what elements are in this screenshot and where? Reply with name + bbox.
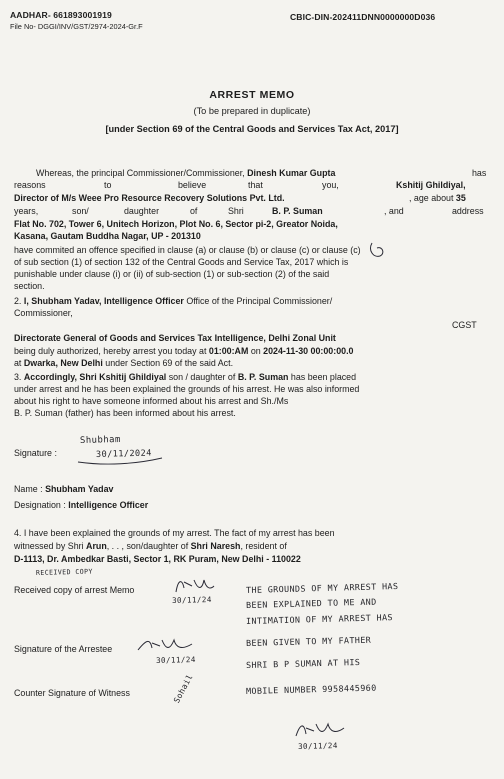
arrest-datetime: 2024-11-30 00:00:00.0	[263, 346, 354, 356]
accused-age: 35	[455, 193, 466, 203]
arrestee-signature	[136, 634, 196, 656]
memo-title: ARREST MEMO	[209, 89, 295, 101]
handnote-line5: SHRI B P SUMAN AT HIS	[245, 657, 361, 670]
received-copy-signature	[170, 574, 220, 598]
para1-line1: Whereas, the principal Commissioner/Commissioner, Dinesh Kumar Gupta	[36, 168, 336, 178]
accused-address-line1: Flat No. 702, Tower 6, Unitech Horizon, Plot No. 6, Sector pi-2, Greator Noida,	[14, 219, 338, 229]
handnote-line1: THE GROUNDS OF MY ARREST HAS	[245, 581, 399, 595]
arrest-place: Dwarka, New Delhi	[23, 358, 103, 368]
din-number: CBIC-DIN-202411DNN0000000D036	[290, 12, 436, 22]
officer-signature-date: 30/11/2024	[95, 448, 152, 460]
officer-signature: Shubham	[79, 434, 121, 446]
father-name: B. P. Suman	[272, 206, 323, 216]
officer-signature-stroke	[76, 440, 166, 470]
arrest-memo-page: AADHAR- 661893001919 File No- DGGI/INV/GST/2974-2024-Gr.F CBIC-DIN-202411DNN0000000D036 ARREST MEMO (To be prepared in duplicate) [under Section 69 of the Central Goods and Services Tax Act, 2017] Whereas, the principal Commissioner/Commissioner, Dinesh Kumar Gupta has reasons to believe that you, Kshitij Ghildiyal, Director of M/s Weee Pro Resource Recovery Solutions Pvt. Ltd. , age about 35 years, son/ daughter of Shri B. P. Suman , and address Flat No. 702, Tower 6, Unitech Horizon, Plot No. 6, Sector pi-2, Greator Noida, Kasana, Gautam Buddha Nagar, UP - 201310 have commited an offence specified in clause (a) or clause (b) or clause (c) or clause (c) of sub section (1) of section 132 of the Central Goods and Service Tax, 2017 which is punishable under clause (i) or (ii) of sub-section (1) or sub-section (2) of the said section. 2. I, Shubham Yadav, Intelligence Officer Office of the Principal Commissioner/ Commissioner, CGST Directorate General of Goods and Services Tax Intelligence, Delhi Zonal Unit being duly authorized, hereby arrest you today at 01:00:AM on 2024-11-30 00:00:00.0 at Dwarka, New Delhi under Section 69 of the said Act. 3. Accordingly, Shri Kshitij Ghildiyal son / daughter of B. P. Suman has been placed under arrest and he has been explained the grounds of his arrest. He was also informed about his right to have someone informed about his arrest and Sh./Ms B. P. Suman (father) has been informed about his arrest. Signature : Shubham 30/11/2024 Name : Shubham Yadav Designation : Intelligence Officer 4. I have been explained the grounds of my arrest. The fact of my arrest has been witnessed by Shri Arun, . . , son/daughter of Shri Naresh, resident of D-1113, Dr. Ambedkar Basti, Sector 1, RK Puram, New Delhi - 110022 RECEIVED COPY Received copy of arrest Memo 30/11/24 Signature of the Arrestee 30/11/24 Counter Signature of Witness Sohail THE GROUNDS OF MY ARREST HAS BEEN EXPLAINED TO ME AND INTIMATION OF MY ARREST HAS BEEN GIVEN TO MY FATHER SHRI B P SUMAN AT HIS MOBILE NUMBER 9958445960 30/11/24	[0, 0, 504, 779]
para2-arrest-time-line: being duly authorized, hereby arrest you today at 01:00:AM on 2024-11-30 00:00:00.0	[14, 346, 354, 356]
company-name: Director of M/s Weee Pro Resource Recovery Solutions Pvt. Ltd.	[14, 193, 285, 203]
witness-name: Arun	[86, 541, 107, 551]
received-copy-date: 30/11/24	[171, 594, 212, 605]
witness-address: D-1113, Dr. Ambedkar Basti, Sector 1, RK Puram, New Delhi - 110022	[14, 554, 301, 564]
handnote-line3: INTIMATION OF MY ARREST HAS	[245, 612, 394, 626]
aadhaar-number: AADHAR- 661893001919	[10, 10, 112, 20]
para2-line1: 2. I, Shubham Yadav, Intelligence Officer Office of the Principal Commissioner/	[14, 296, 333, 306]
officer-name-signed: Shubham Yadav	[45, 484, 114, 494]
directorate-name: Directorate General of Goods and Services Tax Intelligence, Delhi Zonal Unit	[14, 333, 336, 343]
accused-name: Kshitij Ghildiyal,	[396, 180, 466, 190]
received-copy-handwritten: RECEIVED COPY	[35, 567, 93, 577]
witness-signature: Sohail	[172, 672, 195, 705]
officer-name: Shubham Yadav	[31, 296, 100, 306]
handnote-line4: BEEN GIVEN TO MY FATHER	[245, 634, 372, 648]
arrest-time: 01:00:AM	[208, 346, 249, 356]
arrestee-signature-date: 30/11/24	[155, 654, 196, 665]
handnote-signature	[292, 718, 352, 742]
para3-line1: 3. Accordingly, Shri Kshitij Ghildiyal son / daughter of B. P. Suman has been placed	[14, 372, 357, 382]
handwritten-circle-mark	[368, 240, 388, 260]
handnote-date: 30/11/24	[297, 740, 338, 751]
officer-designation: Intelligence Officer	[68, 500, 149, 510]
memo-duplicate-note: (To be prepared in duplicate)	[193, 106, 311, 116]
file-number: File No- DGGI/INV/GST/2974-2024-Gr.F	[10, 22, 143, 31]
accused-address-line2: Kasana, Gautam Buddha Nagar, UP - 201310	[14, 231, 201, 241]
witness-father: Shri Naresh	[190, 541, 241, 551]
memo-section: [under Section 69 of the Central Goods and Services Tax Act, 2017]	[105, 124, 399, 134]
handnote-line6: MOBILE NUMBER 9958445960	[245, 682, 377, 696]
commissioner-name: Dinesh Kumar Gupta	[247, 168, 336, 178]
handnote-line2: BEEN EXPLAINED TO ME AND	[245, 596, 377, 610]
